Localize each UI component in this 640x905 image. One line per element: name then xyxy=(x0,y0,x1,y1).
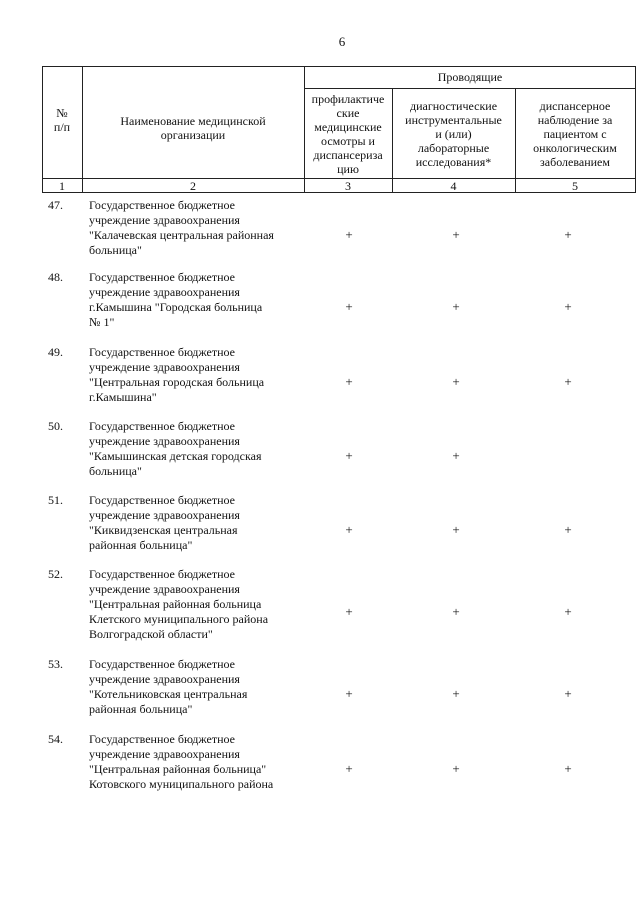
organization-name-line: больница" xyxy=(89,464,142,478)
organization-name-line: Государственное бюджетное xyxy=(89,419,235,433)
header-col-3-line: осмотры и xyxy=(321,134,375,148)
organization-name-line: Государственное бюджетное xyxy=(89,493,235,507)
mark-col-5: + xyxy=(564,299,572,314)
index-col-1: 1 xyxy=(59,179,65,193)
organization-name xyxy=(89,493,304,553)
organization-name-line: Котовского муниципального района xyxy=(89,777,274,791)
header-col-3-line: цию xyxy=(337,162,359,176)
organization-name-line: Волгоградской области" xyxy=(89,627,213,641)
mark-col-5: + xyxy=(564,604,572,619)
mark-col-4: + xyxy=(452,604,460,619)
header-col-4-line: инструментальные xyxy=(405,113,502,127)
header-col-5-line: заболеванием xyxy=(540,155,610,169)
organization-name-line: Государственное бюджетное xyxy=(89,270,235,284)
header-col-3 xyxy=(304,92,392,176)
organization-name-line: районная больница" xyxy=(89,702,193,716)
mark-col-3: + xyxy=(345,522,353,537)
header-col-name-line: Наименование медицинской xyxy=(120,114,266,128)
organization-name-line: "Камышинская детская городская xyxy=(89,449,262,463)
mark-col-4: + xyxy=(452,299,460,314)
header-col-3-line: профилактиче xyxy=(311,92,385,106)
mark-col-3: + xyxy=(345,686,353,701)
header-col-4 xyxy=(392,99,515,169)
header-col-5-line: наблюдение за xyxy=(537,113,613,127)
mark-col-3: + xyxy=(345,761,353,776)
organization-name-line: учреждение здравоохранения xyxy=(89,508,240,522)
organization-name-line: учреждение здравоохранения xyxy=(89,360,240,374)
organization-name-line: "Центральная районная больница" xyxy=(89,762,267,776)
row-number: 53. xyxy=(48,657,63,671)
row-number: 54. xyxy=(48,732,63,746)
organization-name-line: учреждение здравоохранения xyxy=(89,434,240,448)
mark-col-4: + xyxy=(452,522,460,537)
organization-name-line: Государственное бюджетное xyxy=(89,657,235,671)
mark-col-4: + xyxy=(452,227,460,242)
mark-col-5: + xyxy=(564,522,572,537)
index-col-3: 3 xyxy=(345,179,351,193)
organization-name-line: "Киквидзенская центральная xyxy=(89,523,238,537)
organization-name-line: Государственное бюджетное xyxy=(89,567,235,581)
mark-col-4: + xyxy=(452,448,460,463)
organization-name xyxy=(89,270,304,330)
organization-name-line: г.Камышина "Городская больница xyxy=(89,300,263,314)
organization-name-line: учреждение здравоохранения xyxy=(89,213,240,227)
organization-name xyxy=(89,732,304,792)
mark-col-3: + xyxy=(345,374,353,389)
organization-name-line: Государственное бюджетное xyxy=(89,198,235,212)
organization-name-line: районная больница" xyxy=(89,538,193,552)
row-number: 51. xyxy=(48,493,63,507)
header-col-name-line: организации xyxy=(160,128,226,142)
index-col-2: 2 xyxy=(190,179,196,193)
organization-name xyxy=(89,567,304,642)
mark-col-5: + xyxy=(564,374,572,389)
header-col-num xyxy=(42,106,82,134)
border-right xyxy=(635,66,636,193)
mark-col-3: + xyxy=(345,299,353,314)
mark-col-4: + xyxy=(452,686,460,701)
organization-name-line: г.Камышина" xyxy=(89,390,157,404)
header-col-4-line: лабораторные xyxy=(417,141,490,155)
header-col-5-line: онкологическим xyxy=(533,141,617,155)
header-top-border xyxy=(42,66,636,67)
row-number: 50. xyxy=(48,419,63,433)
header-col-5-line: пациентом с xyxy=(543,127,607,141)
header-col-5 xyxy=(515,99,635,169)
header-group-title: Проводящие xyxy=(437,70,503,84)
group-title-border xyxy=(304,88,636,89)
header-col-3-line: медицинские xyxy=(314,120,382,134)
mark-col-3: + xyxy=(345,604,353,619)
header-col-num-line: № xyxy=(56,106,68,120)
header-col-name xyxy=(82,114,304,142)
organization-name-line: Государственное бюджетное xyxy=(89,732,235,746)
organization-name-line: "Котельниковская центральная xyxy=(89,687,248,701)
organization-name-line: "Калачевская центральная районная xyxy=(89,228,274,242)
organization-name xyxy=(89,345,304,405)
organization-name-line: Клетского муниципального района xyxy=(89,612,269,626)
mark-col-4: + xyxy=(452,761,460,776)
row-number: 48. xyxy=(48,270,63,284)
organization-name-line: "Центральная городская больница xyxy=(89,375,265,389)
mark-col-4: + xyxy=(452,374,460,389)
page-number: 6 xyxy=(338,34,346,49)
organization-name xyxy=(89,419,304,479)
header-col-5-line: диспансерное xyxy=(539,99,611,113)
header-col-4-line: исследования* xyxy=(415,155,492,169)
organization-name-line: № 1" xyxy=(89,315,115,329)
mark-col-5: + xyxy=(564,761,572,776)
header-col-3-line: ские xyxy=(336,106,360,120)
organization-name-line: больница" xyxy=(89,243,142,257)
organization-name-line: учреждение здравоохранения xyxy=(89,285,240,299)
index-col-4: 4 xyxy=(450,179,457,193)
mark-col-5: + xyxy=(564,227,572,242)
header-col-4-line: и (или) xyxy=(435,127,472,141)
header-col-3-line: диспансериза xyxy=(313,148,383,162)
organization-name-line: "Центральная районная больница xyxy=(89,597,262,611)
organization-name xyxy=(89,657,304,717)
organization-name-line: учреждение здравоохранения xyxy=(89,582,240,596)
mark-col-5: + xyxy=(564,686,572,701)
index-col-5: 5 xyxy=(572,179,578,193)
row-number: 49. xyxy=(48,345,63,359)
mark-col-3: + xyxy=(345,227,353,242)
organization-name xyxy=(89,198,304,258)
row-number: 52. xyxy=(48,567,63,581)
organization-name-line: учреждение здравоохранения xyxy=(89,672,240,686)
row-number: 47. xyxy=(48,198,63,212)
table-header xyxy=(42,66,636,193)
organization-name-line: учреждение здравоохранения xyxy=(89,747,240,761)
header-col-4-line: диагностические xyxy=(409,99,498,113)
organization-name-line: Государственное бюджетное xyxy=(89,345,235,359)
header-col-num-line: п/п xyxy=(53,120,71,134)
mark-col-3: + xyxy=(345,448,353,463)
